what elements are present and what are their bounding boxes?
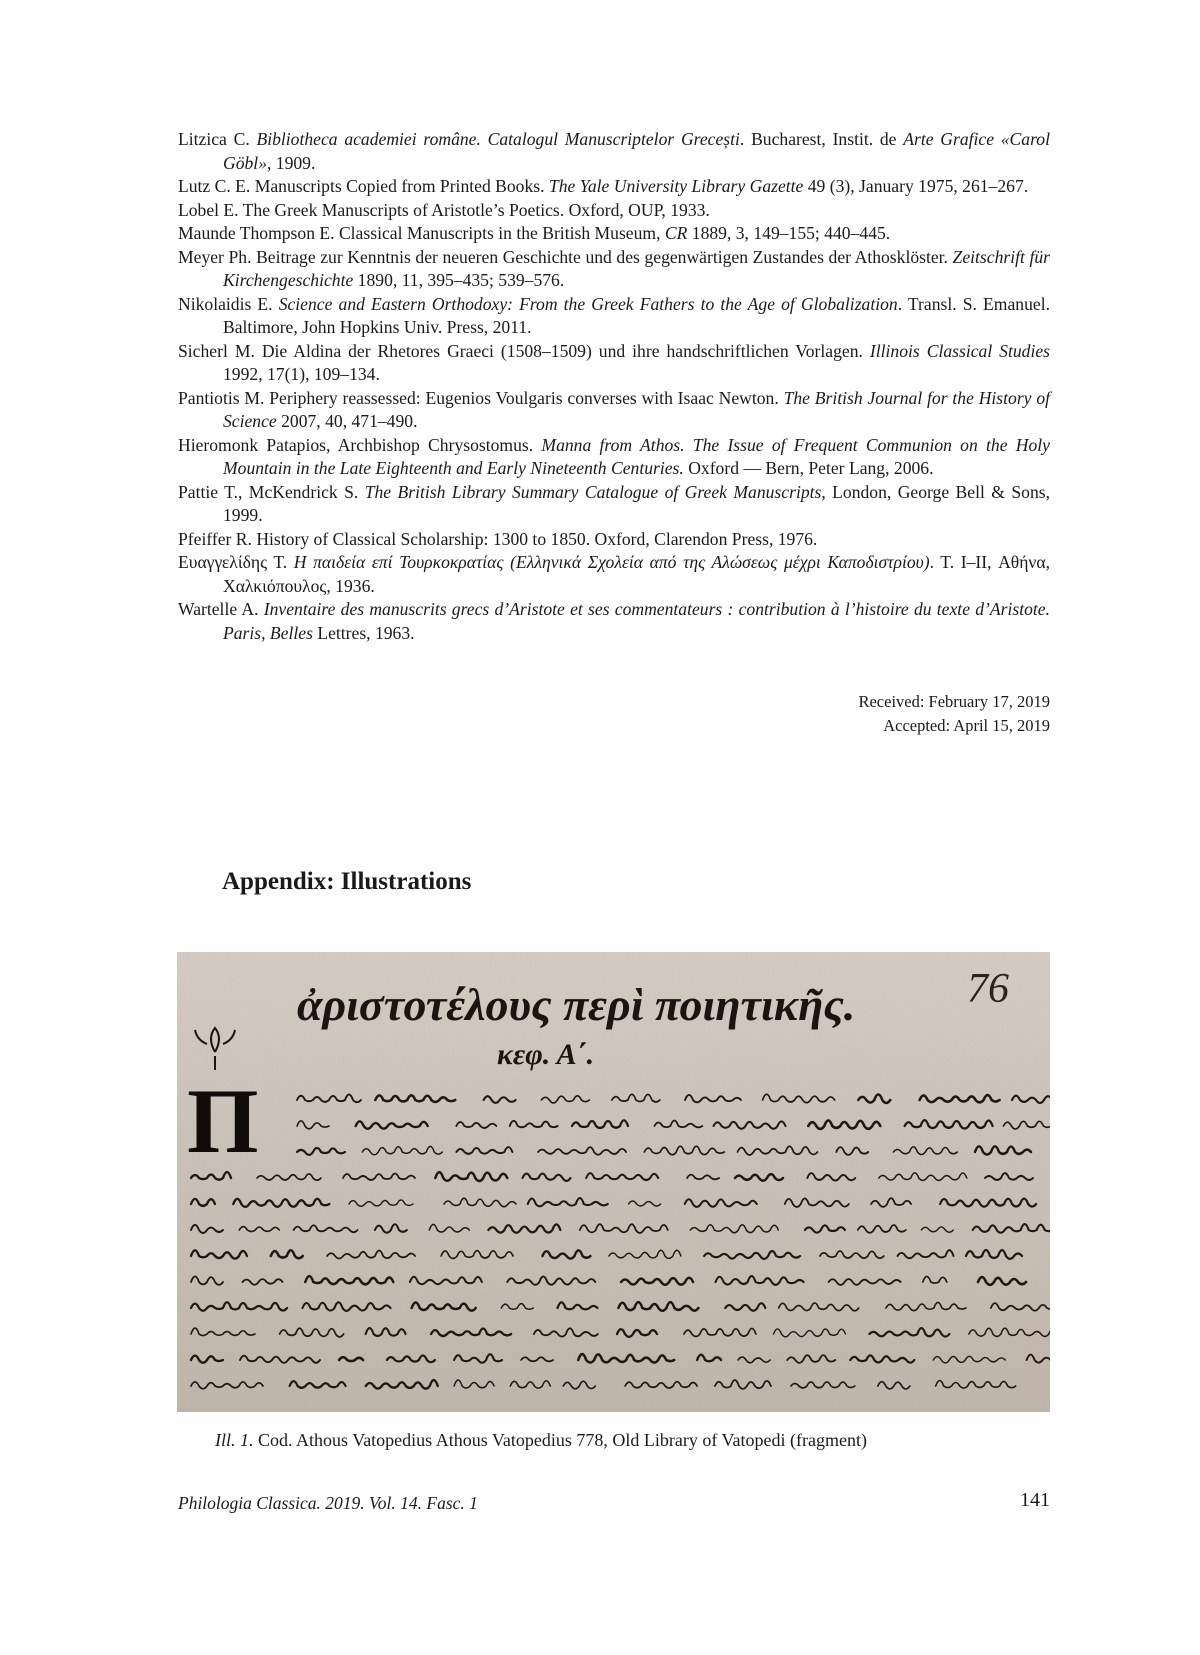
reference-text: Wartelle A. [178,599,264,619]
reference-text: . Τ. I–II, Αθήνα, Χαλκιόπουλος, 1936. [223,552,1050,596]
reference-title: The British Library Summary Catalogue of Greek Manuscripts [364,481,822,502]
accepted-date: Accepted: April 15, 2019 [883,716,1050,735]
reference-list [178,128,1050,645]
reference-title: Arte Grafice «Carol Göbl» [223,129,1050,173]
manuscript-title: ἀριστοτέλους περὶ ποιητικῆς. [297,979,856,1030]
decorated-initial: Π [187,1070,259,1172]
reference-text: Pfeiffer R. History of Classical Scholarship: 1300 to 1850. Oxford, Clarendon Press, 1976. [178,528,818,549]
journal-footer: Philologia Classica. 2019. Vol. 14. Fasc. 1 [178,1493,478,1513]
reference-entry [178,293,1050,340]
reference-title: Η παιδεία επί Τουρκοκρατίας (Ελληνικά Σχολεία από της Αλώσεως μέχρι Καποδιστρίου) [293,552,930,572]
reference-text: 1992, 17(1), 109–134. [223,364,380,384]
reference-entry [178,598,1050,645]
reference-entry [178,551,1050,598]
page-number: 141 [1020,1489,1050,1511]
reference-text: 49 (3), January 1975, 261–267. [803,176,1029,196]
reference-text: . Bucharest, Instit. de [739,129,904,149]
reference-text: Litzica C. [178,129,257,149]
reference-text: Ευαγγελίδης Τ. [178,552,294,572]
manuscript-illustration [177,952,1050,1412]
reference-title: Inventaire des manuscrits grecs d’Aristote et ses commentateurs : contribution à l’histoire du texte d’Aristote. Paris, Belles [223,599,1050,643]
reference-title: CR [664,223,688,243]
reference-text: Nikolaidis E. [178,293,279,314]
reference-entry [178,340,1050,387]
reference-text: , London, George Bell & Sons, 1999. [223,481,1051,525]
reference-entry [178,528,1050,552]
submission-dates [858,690,1050,738]
reference-entry [178,434,1050,481]
reference-text: 1890, 11, 395–435; 539–576. [353,270,565,290]
reference-entry [178,246,1050,293]
reference-title: The British Journal for the History of Science [223,387,1050,431]
reference-title: The Yale University Library Gazette [548,176,804,196]
reference-text: Pattie T., McKendrick S. [178,481,365,502]
figure-caption [215,1430,867,1451]
reference-text: 1889, 3, 149–155; 440–445. [687,223,891,243]
reference-entry [178,175,1050,199]
manuscript-chapter: κεφ. Α΄. [497,1038,595,1071]
reference-text: Meyer Ph. Beitrage zur Kenntnis der neueren Geschichte und des gegenwärtigen Zustandes der Athosklöster. [178,246,953,267]
reference-text: 2007, 40, 471–490. [276,411,418,431]
reference-text: Hieromonk Patapios, Archbishop Chrysostomus. [178,434,542,455]
reference-title: Bibliotheca academiei române. Catalogul Manuscriptelor Grecești [256,129,740,149]
reference-text: . Transl. S. Emanuel. Baltimore, John Hopkins Univ. Press, 2011. [223,293,1050,337]
reference-title: Illinois Classical Studies [869,340,1051,361]
reference-entry [178,222,1050,246]
reference-text: Lobel E. The Greek Manuscripts of Aristotle’s Poetics. Oxford, OUP, 1933. [178,199,710,220]
caption-text: Cod. Athous Vatopedius Athous Vatopedius 778, Old Library of Vatopedi (fragment) [253,1430,867,1450]
reference-entry [178,199,1050,223]
reference-text: Pantiotis M. Periphery reassessed: Eugenios Voulgaris converses with Isaac Newton. [178,387,784,408]
reference-entry [178,387,1050,434]
reference-entry [178,128,1050,175]
reference-text: Sicherl M. Die Aldina der Rhetores Graeci (1508–1509) und ihre handschriftlichen Vorlagen. [178,340,870,361]
reference-title: Manna from Athos. The Issue of Frequent Communion on the Holy Mountain in the Late Eighteenth and Early Nineteenth Centuries. [223,434,1050,478]
reference-text: Oxford — Bern, Peter Lang, 2006. [683,458,934,478]
received-date: Received: February 17, 2019 [858,692,1050,711]
reference-text: Lettres, 1963. [312,622,415,643]
appendix-heading: Appendix: Illustrations [222,868,472,895]
reference-text: Lutz C. E. Manuscripts Copied from Printed Books. [178,176,549,196]
reference-title: Science and Eastern Orthodoxy: From the Greek Fathers to the Age of Globalization [278,293,898,314]
reference-title: Zeitschrift für Kirchengeschichte [223,246,1050,290]
caption-label: Ill. 1. [215,1430,254,1450]
folio-number: 76 [967,966,1009,1012]
reference-entry [178,481,1050,528]
manuscript-image [177,952,1050,1412]
reference-text: Maunde Thompson E. Classical Manuscripts in the British Museum, [178,223,665,243]
reference-text: , 1909. [266,152,316,173]
